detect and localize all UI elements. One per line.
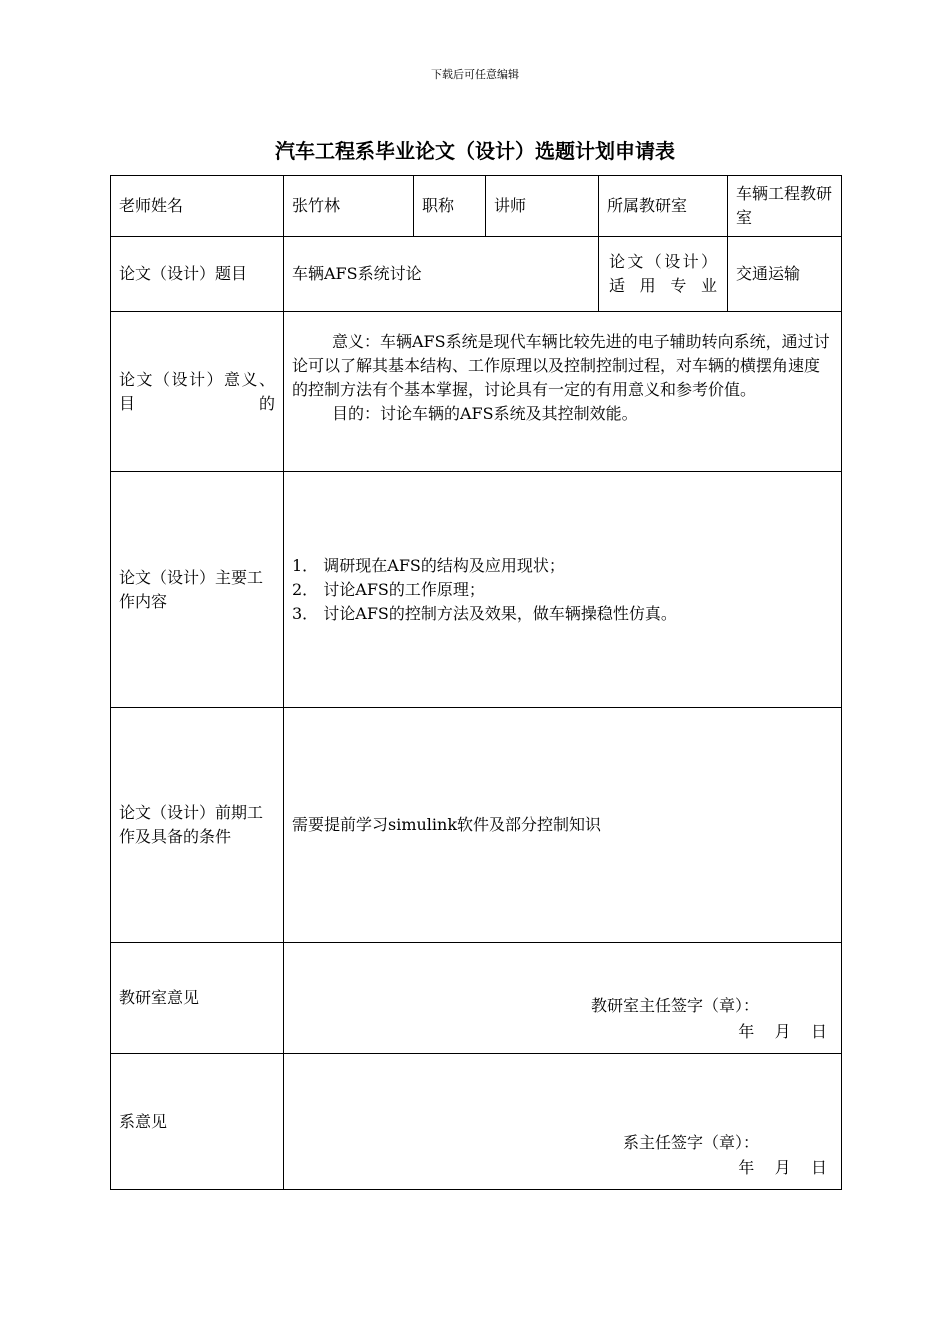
teaching-office-date: 年 月 日 (738, 1022, 827, 1041)
department-opinion-cell (284, 1054, 842, 1190)
applicable-major-value: 交通运输 (728, 237, 842, 312)
significance-content (284, 312, 842, 472)
preliminary-work-row (111, 708, 842, 943)
job-title-label: 职称 (414, 176, 486, 237)
teacher-name-value: 张竹林 (284, 176, 414, 237)
department-value: 车辆工程教研室 (728, 176, 842, 237)
teaching-office-opinion-row (111, 943, 842, 1054)
header-note: 下载后可任意编辑 (431, 68, 519, 81)
preliminary-work-label: 论文（设计）前期工作及具备的条件 (111, 708, 284, 943)
main-work-content (284, 472, 842, 708)
applicable-major-label: 论文（设计）适用专业 (599, 237, 728, 312)
department-date: 年 月 日 (738, 1158, 827, 1177)
department-label: 所属教研室 (599, 176, 728, 237)
topic-row (111, 237, 842, 312)
job-title-value: 讲师 (486, 176, 599, 237)
department-opinion-label: 系意见 (111, 1054, 284, 1190)
topic-value: 车辆AFS系统讨论 (284, 237, 599, 312)
teaching-office-opinion-cell (284, 943, 842, 1054)
main-work-row (111, 472, 842, 708)
purpose-paragraph: 目的：讨论车辆的AFS系统及其控制效能。 (332, 404, 638, 423)
significance-label: 论文（设计）意义、目的 (111, 312, 284, 472)
significance-row (111, 312, 842, 472)
preliminary-work-value: 需要提前学习simulink软件及部分控制知识 (284, 708, 842, 943)
teaching-office-signature: 教研室主任签字（章）： (590, 996, 759, 1015)
significance-paragraph: 意义：车辆AFS系统是现代车辆比较先进的电子辅助转向系统，通过讨论可以了解其基本结构、工作原理以及控制控制过程，对车辆的横摆角速度的控制方法有个基本掌握，讨论具有一定的有用意义和参考价值。 (292, 332, 830, 399)
department-opinion-row (111, 1054, 842, 1190)
teaching-office-opinion-label: 教研室意见 (111, 943, 284, 1054)
main-work-label: 论文（设计）主要工作内容 (111, 472, 284, 708)
list-item: 3． 讨论AFS的控制方法及效果，做车辆操稳性仿真。 (292, 603, 677, 623)
topic-label: 论文（设计）题目 (111, 237, 284, 312)
document-title: 汽车工程系毕业论文（设计）选题计划申请表 (275, 139, 675, 163)
application-form-table (110, 175, 842, 1190)
list-item: 1． 调研现在AFS的结构及应用现状； (292, 555, 565, 575)
teacher-name-label: 老师姓名 (111, 176, 284, 237)
list-item: 2． 讨论AFS的工作原理； (292, 579, 485, 599)
department-signature: 系主任签字（章）： (622, 1133, 759, 1152)
teacher-row (111, 176, 842, 237)
main-work-list (292, 554, 833, 626)
